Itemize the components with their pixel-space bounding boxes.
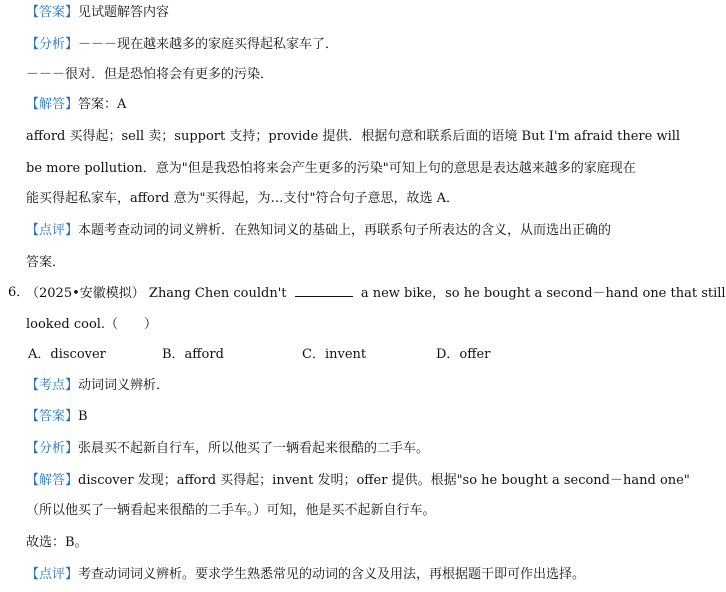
prev-explain-line-1: afford 买得起；sell 卖；support 支持；provide 提供．根据句意和联系后面的语境 But I'm afraid there will [26,129,681,144]
point-text: 动词词义辨析． [78,378,170,393]
stem-before-blank: Zhang Chen couldn't [148,286,287,301]
question-stem [26,284,726,303]
analysis-text: 张晨买不起新自行车，所以他买了一辆看起来很酷的二手车。 [78,441,430,456]
option-b: B．afford [162,347,224,362]
q6-point-line [26,377,653,395]
q6-answer-line [26,408,653,426]
comment-text: 考查动词词义辨析。要求学生熟悉常见的动词的含义及用法，再根据题干即可作出选择。 [78,567,586,582]
point-tag: 【考点】 [26,378,79,393]
option-c: C．invent [302,347,367,362]
prev-answer-line [26,4,653,22]
prev-analysis-line-2: －－－很对．但是恐怕将会有更多的污染． [26,67,274,82]
question-source: （2025•安徽模拟） [26,286,145,301]
answer-tag: 【答案】 [26,5,79,20]
answer-text: 见试题解答内容 [78,5,170,20]
solution-tag: 【解答】 [26,473,79,488]
solution-text: 答案：A [78,97,127,112]
stem-after-blank: a new bike，so he bought a second－hand one that still [360,286,726,301]
prev-solution-line [26,96,653,114]
prev-explain-line-3: 能买得起私家车，afford 意为"买得起，为…支付"符合句子意思，故选 A． [26,191,459,206]
prev-comment-line [26,222,653,240]
answer-blank [295,284,353,297]
comment-tag: 【点评】 [26,223,79,238]
prev-comment-line-2: 答案． [26,255,66,270]
prev-analysis-line [26,36,653,54]
analysis-text: －－－现在越来越多的家庭买得起私家车了． [78,37,339,52]
q6-solution-line-2: （所以他买了一辆看起来很酷的二手车。）可知，他是买不起新自行车。 [26,503,436,518]
question-number: 6． [8,285,30,300]
analysis-tag: 【分析】 [26,37,79,52]
solution-text: discover 发现；afford 买得起；invent 发明；offer 提供。根据"so he bought a second－hand one" [78,473,690,488]
analysis-tag: 【分析】 [26,441,79,456]
q6-solution-line [26,472,690,490]
q6-analysis-line [26,440,653,458]
answer-tag: 【答案】 [26,409,79,424]
comment-text: 本题考查动词的词义辨析．在熟知词义的基础上，再联系句子所表达的含义，从而选出正确的 [78,223,612,238]
option-d: D．offer [436,347,491,362]
option-a: A．discover [28,347,106,362]
q6-comment-line [26,566,653,584]
solution-tag: 【解答】 [26,97,79,112]
prev-explain-line-2: be more pollution．意为"但是我恐怕将来会产生更多的污染"可知上句的意思是表达越来越多的家庭现在 [26,161,636,176]
answer-text: B [78,409,88,424]
q6-choice-line: 故选：B。 [26,535,88,550]
comment-tag: 【点评】 [26,567,79,582]
question-stem-line-2: looked cool.（ ） [26,317,158,332]
